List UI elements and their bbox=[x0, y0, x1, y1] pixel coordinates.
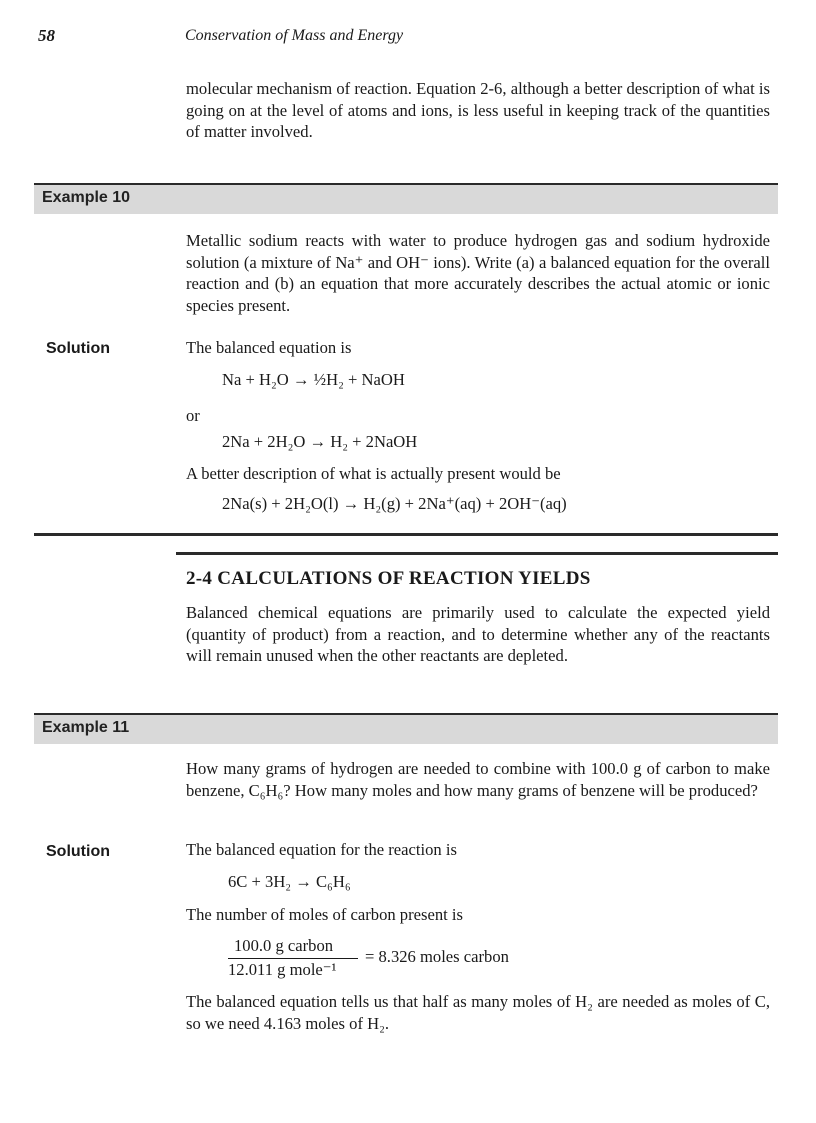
example-10-label: Example 10 bbox=[42, 189, 131, 206]
example-10-end-rule bbox=[34, 533, 778, 536]
example-11-moles-line: The number of moles of carbon present is bbox=[186, 905, 463, 924]
example-10-bar bbox=[34, 183, 778, 214]
section-paragraph bbox=[186, 602, 770, 667]
example-11-conclusion-text: The balanced equation tells us that half as many moles of H₂ are needed as moles of C, so we need 4.163 moles of H₂. bbox=[186, 992, 770, 1033]
example-10-equation-2: 2Na + 2H₂O → H₂ + 2NaOH bbox=[222, 432, 418, 451]
example-11-problem bbox=[186, 758, 770, 801]
example-10-solution-label: Solution bbox=[46, 340, 110, 357]
example-10-intro-line: The balanced equation is bbox=[186, 338, 352, 357]
example-10-problem bbox=[186, 230, 770, 316]
example-11-solution-label: Solution bbox=[46, 843, 110, 860]
example-10-equation-3: 2Na(s) + 2H₂O(l) → H₂(g) + 2Na⁺(aq) + 2OH⁻(aq) bbox=[222, 494, 567, 513]
example-11-equation-1: 6C + 3H₂ → C₆H₆ bbox=[228, 872, 351, 891]
example-10-equation-1: Na + H₂O → ½H₂ + NaOH bbox=[222, 370, 405, 389]
example-11-label: Example 11 bbox=[42, 719, 130, 736]
intro-paragraph bbox=[186, 78, 770, 143]
fraction-bar bbox=[228, 958, 358, 959]
section-text: Balanced chemical equations are primarily used to calculate the expected yield (quantity of product) from a reaction, and to determine whether any of the reactants will remain unused when the other reactants are depleted. bbox=[186, 603, 770, 665]
example-11-problem-text: How many grams of hydrogen are needed to combine with 100.0 g of carbon to make benzene, C₆H₆? How many moles and how many grams of benzene will be produced? bbox=[186, 759, 770, 800]
example-11-conclusion bbox=[186, 991, 770, 1034]
example-10-or: or bbox=[186, 406, 200, 425]
example-11-intro-line: The balanced equation for the reaction is bbox=[186, 840, 457, 859]
fraction-result: = 8.326 moles carbon bbox=[365, 947, 509, 966]
fraction-denominator: 12.011 g mole⁻¹ bbox=[228, 960, 337, 979]
example-10-problem-text: Metallic sodium reacts with water to produce hydrogen gas and sodium hydroxide solution (a mixture of Na⁺ and OH⁻ ions). Write (a) a balanced equation for the overall reaction and (b) an equation that more accurately describes the actual atomic or ionic species present. bbox=[186, 231, 770, 315]
page-number: 58 bbox=[38, 26, 55, 45]
fraction-numerator: 100.0 g carbon bbox=[234, 936, 334, 955]
running-title: Conservation of Mass and Energy bbox=[185, 27, 404, 44]
example-10-better-line: A better description of what is actually present would be bbox=[186, 464, 561, 483]
section-rule bbox=[176, 552, 778, 555]
example-11-bar bbox=[34, 713, 778, 744]
intro-text: molecular mechanism of reaction. Equation 2-6, although a better description of what is going on at the level of atoms and ions, is less useful in keeping track of the quantities of matter involved. bbox=[186, 79, 770, 141]
section-title: 2-4 CALCULATIONS OF REACTION YIELDS bbox=[186, 568, 591, 589]
